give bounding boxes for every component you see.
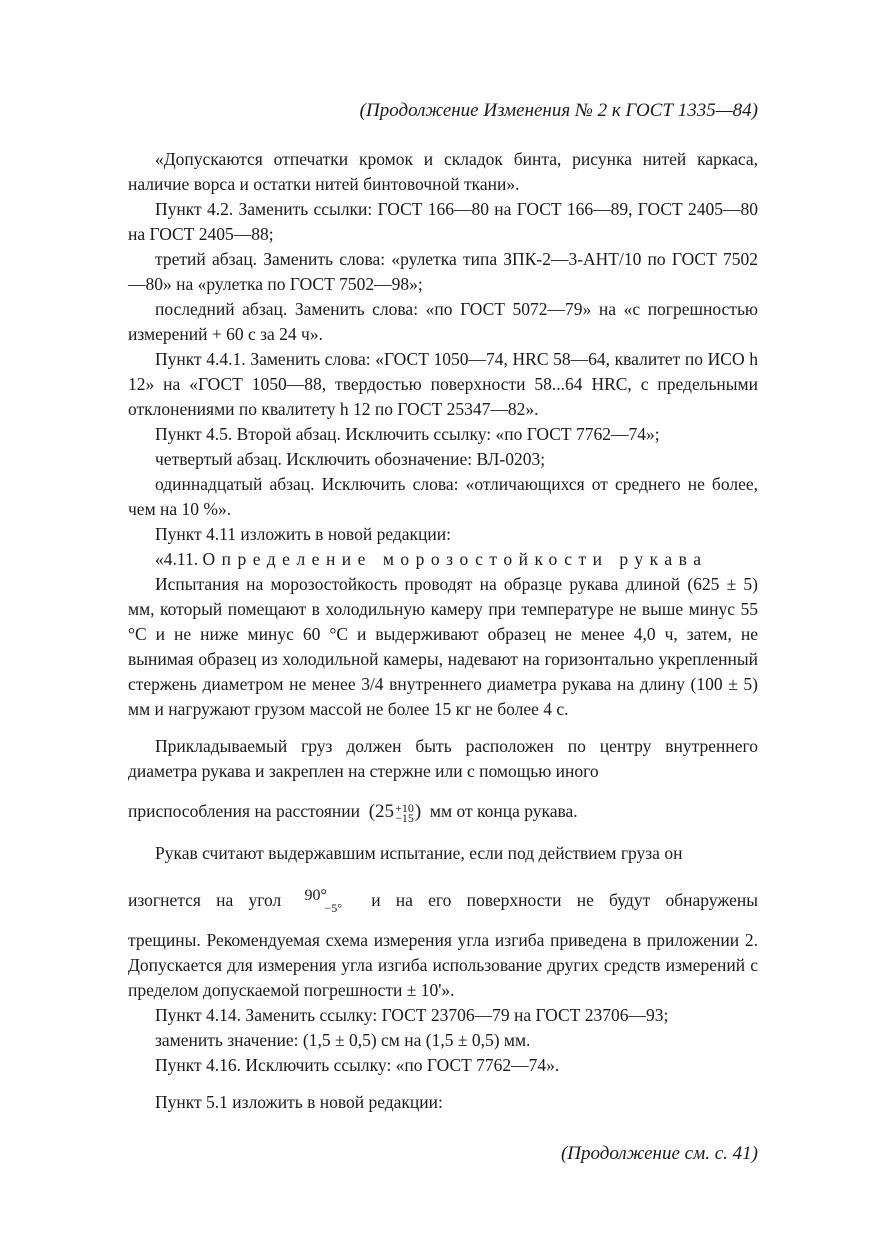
formula-text: и на его поверхности не будут обнаружены <box>371 890 759 910</box>
paragraph: Пункт 5.1 изложить в новой редакции: <box>155 1092 443 1112</box>
formula-text: изогнется на угол <box>128 890 282 910</box>
page-footer: (Продолжение см. с. 41) <box>560 1143 758 1164</box>
formula-close: ) <box>414 801 422 822</box>
paragraph: трещины. Рекомендуемая схема измерения угла изгиба приведена в приложении 2. Допускается для измерения угла изгиба использование других средств измерений с пределом допускаемой погрешности ± 10'». <box>128 930 758 1000</box>
paragraph: Пункт 4.11 изложить в новой редакции: <box>155 524 451 544</box>
formula-text: мм от конца рукава. <box>429 801 578 821</box>
tolerance-upper: +10 <box>395 801 414 816</box>
section-number: «4.11. <box>155 549 199 569</box>
paragraph: Пункт 4.16. Исключить ссылку: «по ГОСТ 7762—74». <box>155 1055 560 1075</box>
section-heading <box>128 547 758 572</box>
formula-tolerance <box>395 801 414 826</box>
paragraph: четвертый абзац. Исключить обозначение: ВЛ-0203; <box>155 449 546 469</box>
paragraph: Пункт 4.14. Заменить ссылку: ГОСТ 23706—79 на ГОСТ 23706—93; <box>155 1005 669 1025</box>
formula-text: приспособления на расстоянии <box>128 801 360 821</box>
paragraph: Пункт 4.2. Заменить ссылки: ГОСТ 166—80 на ГОСТ 166—89, ГОСТ 2405—80 на ГОСТ 2405—88; <box>128 199 758 244</box>
angle-value <box>304 886 343 915</box>
angle-tolerance: −5° <box>324 900 343 915</box>
angle-formula-line <box>128 880 758 920</box>
tolerance-lower: −15 <box>395 811 414 826</box>
distance-formula-line <box>128 794 758 829</box>
paragraph: заменить значение: (1,5 ± 0,5) см на (1,5 ± 0,5) мм. <box>155 1030 531 1050</box>
angle-nominal: 90° <box>304 886 327 904</box>
paragraph: Прикладываемый груз должен быть расположен по центру внутреннего диаметра рукава и закреплен на стержне или с помощью иного <box>128 736 758 781</box>
paragraph: Рукав считают выдержавшим испытание, если под действием груза он <box>155 843 683 863</box>
page-header: (Продолжение Изменения № 2 к ГОСТ 1335—84) <box>359 100 758 121</box>
paragraph: «Допускаются отпечатки кромок и складок бинта, рисунка нитей каркаса, наличие ворса и остатки нитей бинтовочной ткани». <box>128 149 758 194</box>
paragraph: Испытания на морозостойкость проводят на образце рукава длиной (625 ± 5) мм, который помещают в холодильную камеру при температуре не выше минус 55 °С и не ниже минус 60 °С и выдерживают образец не менее 4,0 ч, затем, не вынимая образец из холодильной камеры, надевают на горизонтально укрепленный стержень диаметром не менее 3/4 внутреннего диаметра рукава на длину (100 ± 5) мм и нагружают грузом массой не более 15 кг не более 4 с. <box>128 574 758 719</box>
paragraph: третий абзац. Заменить слова: «рулетка типа ЗПК-2—3-АНТ/10 по ГОСТ 7502—80» на «рулетка по ГОСТ 7502—98»; <box>128 249 758 294</box>
paragraph: одиннадцатый абзац. Исключить слова: «отличающихся от среднего не более, чем на 10 %». <box>128 474 758 519</box>
formula-base: (25 <box>368 801 395 822</box>
document-page <box>128 98 758 1166</box>
paragraph: Пункт 4.5. Второй абзац. Исключить ссылку: «по ГОСТ 7762—74»; <box>155 424 660 444</box>
paragraph: Пункт 4.4.1. Заменить слова: «ГОСТ 1050—74, HRC 58—64, квалитет по ИСО h 12» на «ГОСТ 1050—88, твердостью поверхности 58...64 HRC, с предельными отклонениями по квалитету h 12 по ГОСТ 25347—82». <box>128 349 758 419</box>
paragraph: последний абзац. Заменить слова: «по ГОСТ 5072—79» на «с погрешностью измерений + 60 с за 24 ч». <box>128 299 758 344</box>
section-title: Определение морозостойкости рукава <box>202 549 708 569</box>
